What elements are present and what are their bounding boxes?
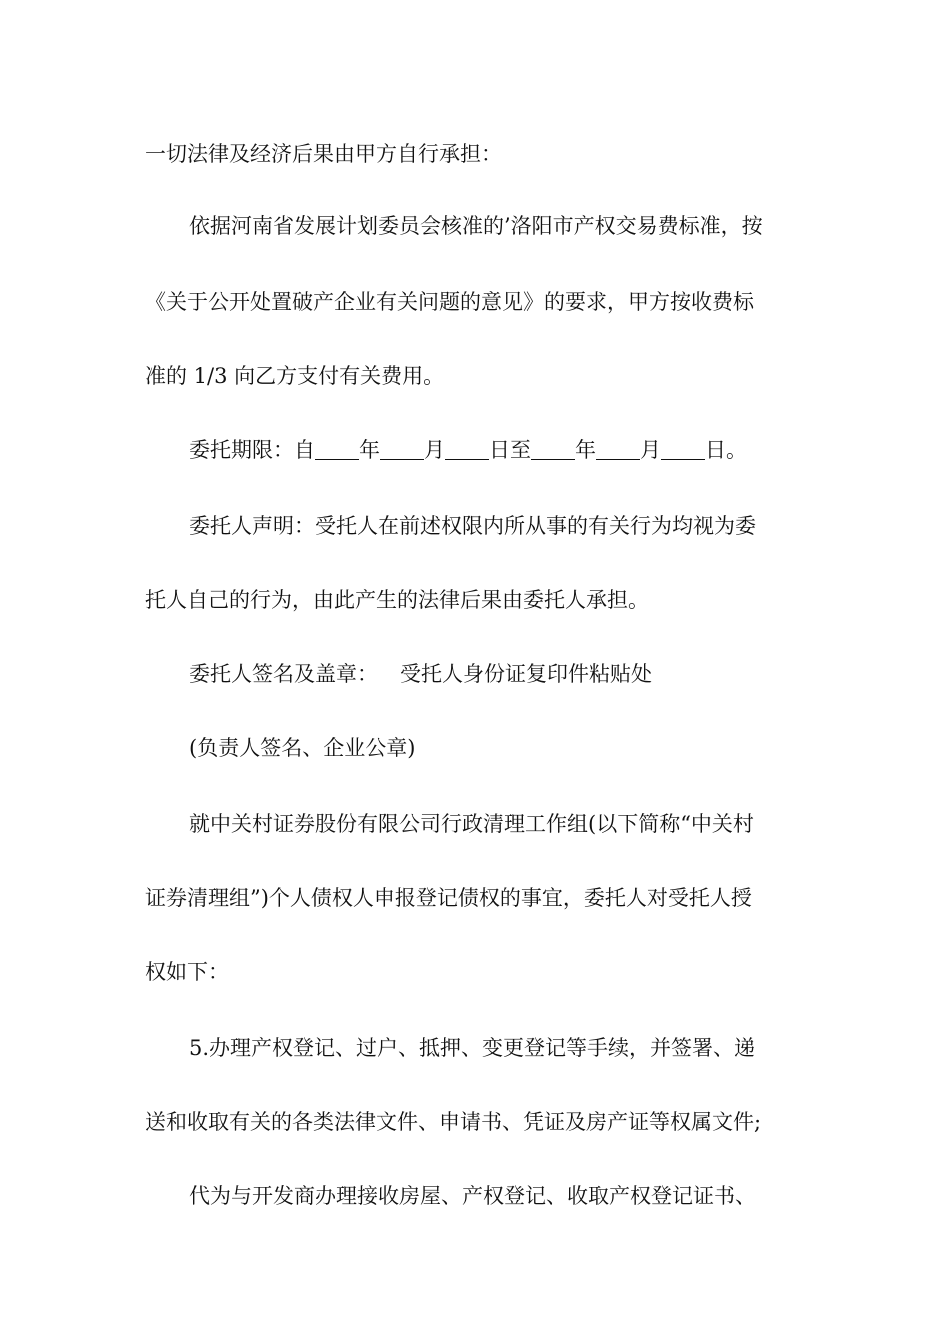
term-month: 月 <box>424 438 445 462</box>
term-month: 月 <box>640 438 661 462</box>
paragraph-line: 权如下： <box>145 960 229 984</box>
paragraph-line: 证券清理组”)个人债权人申报登记债权的事宜，委托人对受托人授 <box>145 886 752 910</box>
blank-field[interactable] <box>315 437 359 460</box>
term-day-to: 日至 <box>489 438 531 462</box>
signature-line <box>189 659 859 689</box>
paragraph-line: 5.办理产权登记、过户、抵押、变更登记等手续，并签署、递 <box>189 1036 756 1060</box>
paragraph-line: 一切法律及经济后果由甲方自行承担： <box>145 142 502 166</box>
blank-field[interactable] <box>445 437 489 460</box>
term-year: 年 <box>359 438 380 462</box>
term-year: 年 <box>575 438 596 462</box>
blank-field[interactable] <box>380 437 424 460</box>
id-copy-label: 受托人身份证复印件粘贴处 <box>400 662 652 686</box>
term-line <box>189 435 859 465</box>
paragraph-line: 送和收取有关的各类法律文件、申请书、凭证及房产证等权属文件; <box>145 1110 762 1134</box>
blank-field[interactable] <box>531 437 575 460</box>
paragraph-line: 准的 1/3 向乙方支付有关费用。 <box>145 364 445 388</box>
paragraph-line: 托人自己的行为，由此产生的法律后果由委托人承担。 <box>145 588 649 612</box>
paragraph-line: 委托人声明：受托人在前述权限内所从事的有关行为均视为委 <box>189 514 756 538</box>
paragraph-line: 就中关村证券股份有限公司行政清理工作组(以下简称“中关村 <box>189 812 754 836</box>
signature-label: 委托人签名及盖章： <box>189 662 378 686</box>
paragraph-line: 《关于公开处置破产企业有关问题的意见》的要求，甲方按收费标 <box>145 290 754 314</box>
blank-field[interactable] <box>596 437 640 460</box>
term-label: 委托期限：自 <box>189 438 315 462</box>
paragraph-line: 代为与开发商办理接收房屋、产权登记、收取产权登记证书、 <box>189 1184 756 1208</box>
term-end: 日。 <box>705 438 747 462</box>
blank-field[interactable] <box>661 437 705 460</box>
paragraph-line: 依据河南省发展计划委员会核准的’洛阳市产权交易费标准，按 <box>189 214 763 238</box>
paragraph-line: (负责人签名、企业公章) <box>189 736 416 760</box>
